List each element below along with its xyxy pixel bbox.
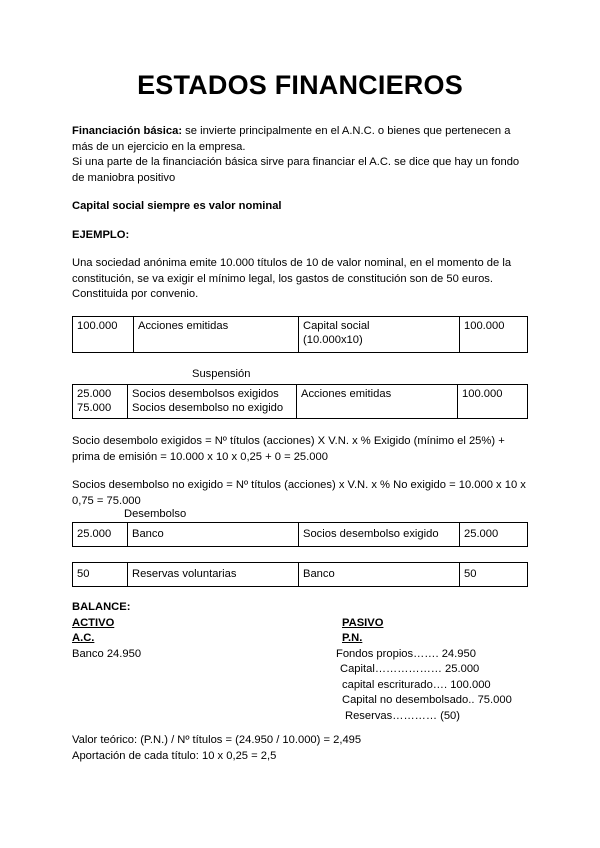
entry2-credit-account: Acciones emitidas [297, 385, 458, 419]
journal-entry-3 [72, 522, 528, 547]
intro-term: Financiación básica: [72, 125, 183, 137]
entry1-debit-amount: 100.000 [73, 317, 134, 353]
entry1-credit-amount: 100.000 [460, 317, 528, 353]
capital-note: Capital social siempre es valor nominal [72, 200, 282, 212]
entry2-debit-amount-1: 25.000 [77, 388, 112, 400]
entry2-debit-account-2: Socios desembolso no exigido [132, 401, 284, 414]
entry4-debit-account: Reservas voluntarias [128, 563, 299, 587]
pasivo-line-capital: Capital……………… 25.000 [340, 663, 480, 675]
activo-label: ACTIVO [72, 616, 115, 629]
journal-entry-1 [72, 316, 528, 353]
calc2-line1: Socios desembolso no exigido = Nº títulos (acciones) x V.N. x % No exigido = 10.000 x 10 x [72, 479, 526, 491]
intro-line4: de maniobra positivo [72, 171, 176, 184]
pasivo-label: PASIVO [342, 616, 384, 629]
pasivo-line-escriturado: capital escriturado…. 100.000 [342, 678, 491, 691]
calc1-line1: Socio desembolo exigidos = Nº títulos (acciones) X V.N. x % Exigido (mínimo el 25%) + [72, 435, 505, 447]
entry3-credit-account: Socios desembolso exigido [299, 523, 460, 547]
entry4-debit-amount: 50 [73, 563, 128, 587]
calc1-line2: prima de emisión = 10.000 x 10 x 0,25 + 0 = 25.000 [72, 450, 328, 463]
pasivo-line-fondos: Fondos propios……. 24.950 [336, 647, 476, 660]
valor-teorico: Valor teórico: (P.N.) / Nº títulos = (24.950 / 10.000) = 2,495 [72, 734, 362, 746]
journal-entry-2 [72, 384, 528, 419]
entry3-credit-amount: 25.000 [460, 523, 528, 547]
intro-definition-line1: se invierte principalmente en el A.N.C. o bienes que pertenecen a [182, 125, 511, 137]
entry1-credit-account-line1: Capital social [303, 320, 370, 332]
example-line1: Una sociedad anónima emite 10.000 títulos de 10 de valor nominal, en el momento de la [72, 257, 512, 269]
page-title: ESTADOS FINANCIEROS [137, 70, 463, 100]
example-line2: constitución, se va exigir el mínimo legal, los gastos de constitución son de 50 euros. [72, 272, 494, 285]
pasivo-line-reservas: Reservas………… (50) [345, 709, 461, 722]
ac-label: A.C. [72, 632, 95, 644]
entry2-debit-amount-2: 75.000 [77, 401, 112, 414]
calc2-line2: 0,75 = 75.000 [72, 494, 141, 507]
entry4-credit-account: Banco [299, 563, 460, 587]
journal-entry-4 [72, 562, 528, 587]
pn-label: P.N. [342, 632, 363, 644]
entry2-debit-accounts [128, 385, 297, 419]
intro-line3: Si una parte de la financiación básica sirve para financiar el A.C. se dice que hay un fondo [72, 156, 520, 168]
entry1-credit-account [299, 317, 460, 353]
entry1-debit-account: Acciones emitidas [134, 317, 299, 353]
aportacion-titulo: Aportación de cada título: 10 x 0,25 = 2,5 [72, 749, 277, 762]
example-heading: EJEMPLO: [72, 229, 130, 241]
intro-paragraph [72, 124, 530, 140]
entry1-credit-account-line2: (10.000x10) [303, 333, 363, 346]
intro-definition-line2: más de un ejercicio en la empresa. [72, 140, 246, 153]
entry4-credit-amount: 50 [460, 563, 528, 587]
desembolso-label: Desembolso [124, 508, 187, 520]
entry2-credit-amount: 100.000 [458, 385, 528, 419]
suspension-label: Suspensión [192, 368, 251, 380]
entry3-debit-amount: 25.000 [73, 523, 128, 547]
entry2-debit-account-1: Socios desembolsos exigidos [132, 388, 279, 400]
entry2-debit-amounts [73, 385, 128, 419]
example-line3: Constituida por convenio. [72, 288, 199, 300]
pasivo-line-no-desembolsado: Capital no desembolsado.. 75.000 [342, 694, 512, 706]
banco-line: Banco 24.950 [72, 647, 142, 660]
entry3-debit-account: Banco [128, 523, 299, 547]
balance-heading: BALANCE: [72, 601, 131, 613]
